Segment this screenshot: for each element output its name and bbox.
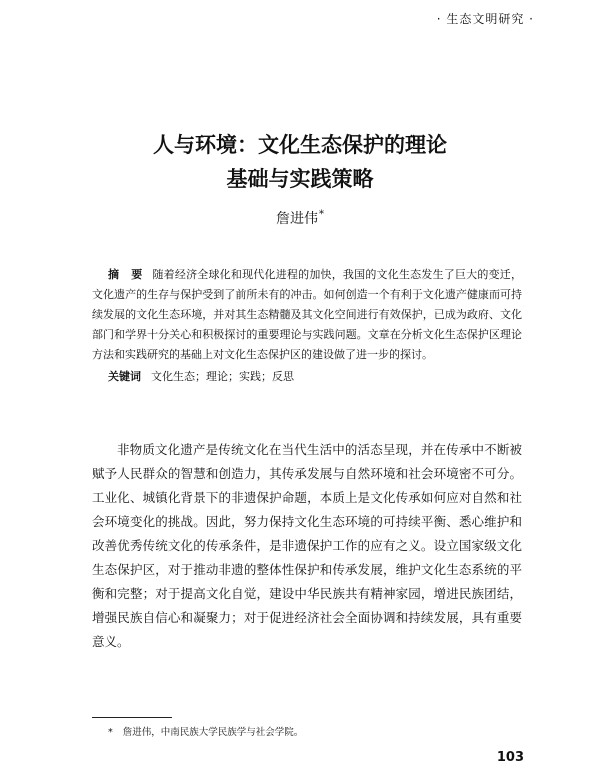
article-title (0, 130, 600, 194)
abstract-label: 摘 要 (108, 268, 147, 281)
keywords-label: 关键词 (108, 370, 141, 383)
body-text (92, 438, 522, 654)
title-line-2: 基础与实践策略 (226, 167, 374, 191)
keywords-line (92, 367, 522, 387)
footnote (108, 724, 303, 738)
keywords-text: 文化生态；理论；实践；反思 (151, 370, 294, 383)
author-name: 詹进伟 (276, 211, 318, 227)
body-paragraph-1: 非物质文化遗产是传统文化在当代生活中的活态呈现，并在传承中不断被赋予人民群众的智慧和创造力，其传承发展与自然环境和社会环境密不可分。工业化、城镇化背景下的非遗保护命题，本质上是文化传承如何应对自然和社会环境变化的挑战。因此，努力保持文化生态环境的可持续平衡、悉心维护和改善优秀传统文化的传承条件，是非遗保护工作的应有之义。设立国家级文化生态保护区，对于推动非遗的整体性保护和传承发展，维护文化生态系统的平衡和完整；对于提高文化自觉，建设中华民族共有精神家园，增进民族团结，增强民族自信心和凝聚力；对于促进经济社会全面协调和持续发展，具有重要意义。 (92, 442, 522, 649)
title-line-1: 人与环境：文化生态保护的理论 (153, 133, 447, 157)
author-footnote-mark: * (319, 209, 324, 221)
abstract-paragraph (92, 265, 522, 365)
footnote-mark: * (108, 727, 113, 738)
abstract-text: 随着经济全球化和现代化进程的加快，我国的文化生态发生了巨大的变迁，文化遗产的生存与保护受到了前所未有的冲击。如何创造一个有利于文化遗产健康而可持续发展的文化生态环境，并对其生态精髓及其文化空间进行有效保护，已成为政府、文化部门和学界十分关心和积极探讨的重要理论与实践问题。文章在分析文化生态保护区理论方法和实践研究的基础上对文化生态保护区的建设做了进一步的探讨。 (92, 268, 522, 361)
abstract-section (92, 265, 522, 387)
footnote-divider (92, 717, 172, 718)
running-header: · 生态文明研究 · (436, 12, 534, 26)
page-number: 103 (496, 750, 524, 765)
author-byline (0, 208, 600, 228)
footnote-text: 詹进伟，中南民族大学民族学与社会学院。 (122, 727, 304, 738)
